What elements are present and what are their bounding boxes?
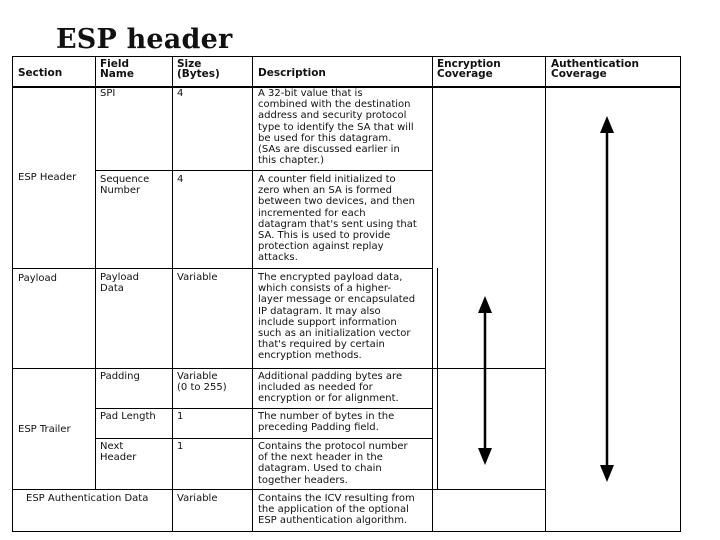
section-esp-header: ESP Header <box>18 172 77 183</box>
page-title: ESP header <box>56 24 233 55</box>
authentication-coverage-arrow-icon <box>600 116 614 482</box>
description-payload-data: The encrypted payload data, which consists of a higher- layer message or encapsulated IP datagram. It may also include support information such as an initialization vector that's required by certain encryption methods. <box>258 272 416 362</box>
description-esp-auth-data: Contains the ICV resulting from the application of the optional ESP authentication algorithm. <box>258 493 415 527</box>
encryption-coverage-arrow-icon <box>478 296 492 465</box>
header-encryption-coverage: Encryption Coverage <box>437 58 501 80</box>
description-sequence-number: A counter field initialized to zero when an SA is formed between two devices, and then incremented for each datagram that's sent using that SA. This is used to provide protection against replay attacks. <box>258 174 417 264</box>
header-section: Section <box>18 67 63 79</box>
description-next-header: Contains the protocol number of the next header in the datagram. Used to chain together headers. <box>258 441 408 486</box>
field-pad-length: Pad Length <box>100 411 156 422</box>
section-esp-trailer: ESP Trailer <box>18 424 71 435</box>
description-pad-length: The number of bytes in the preceding Padding field. <box>258 411 395 434</box>
header-description: Description <box>258 67 326 79</box>
size-spi: 4 <box>177 88 184 99</box>
field-sequence-number: Sequence Number <box>100 174 150 197</box>
size-next-header: 1 <box>177 441 184 452</box>
section-payload: Payload <box>18 273 57 284</box>
field-padding: Padding <box>100 371 140 382</box>
field-next-header: Next Header <box>100 441 137 464</box>
size-pad-length: 1 <box>177 411 184 422</box>
field-payload-data: Payload Data <box>100 272 139 295</box>
size-esp-auth-data: Variable <box>177 493 218 504</box>
description-padding: Additional padding bytes are included as needed for encryption or for alignment. <box>258 371 403 405</box>
description-spi: A 32-bit value that is combined with the destination address and security protocol type to identify the SA that will be used for this datagram. (SAs are discussed earlier in this chapter.) <box>258 88 414 167</box>
header-authentication-coverage: Authentication Coverage <box>551 58 639 80</box>
field-spi: SPI <box>100 88 116 99</box>
header-field-name: Field Name <box>100 58 134 80</box>
size-padding: Variable (0 to 255) <box>177 371 227 394</box>
section-esp-auth-data: ESP Authentication Data <box>26 493 149 504</box>
header-size: Size (Bytes) <box>177 58 220 80</box>
size-sequence-number: 4 <box>177 174 184 185</box>
size-payload-data: Variable <box>177 272 218 283</box>
